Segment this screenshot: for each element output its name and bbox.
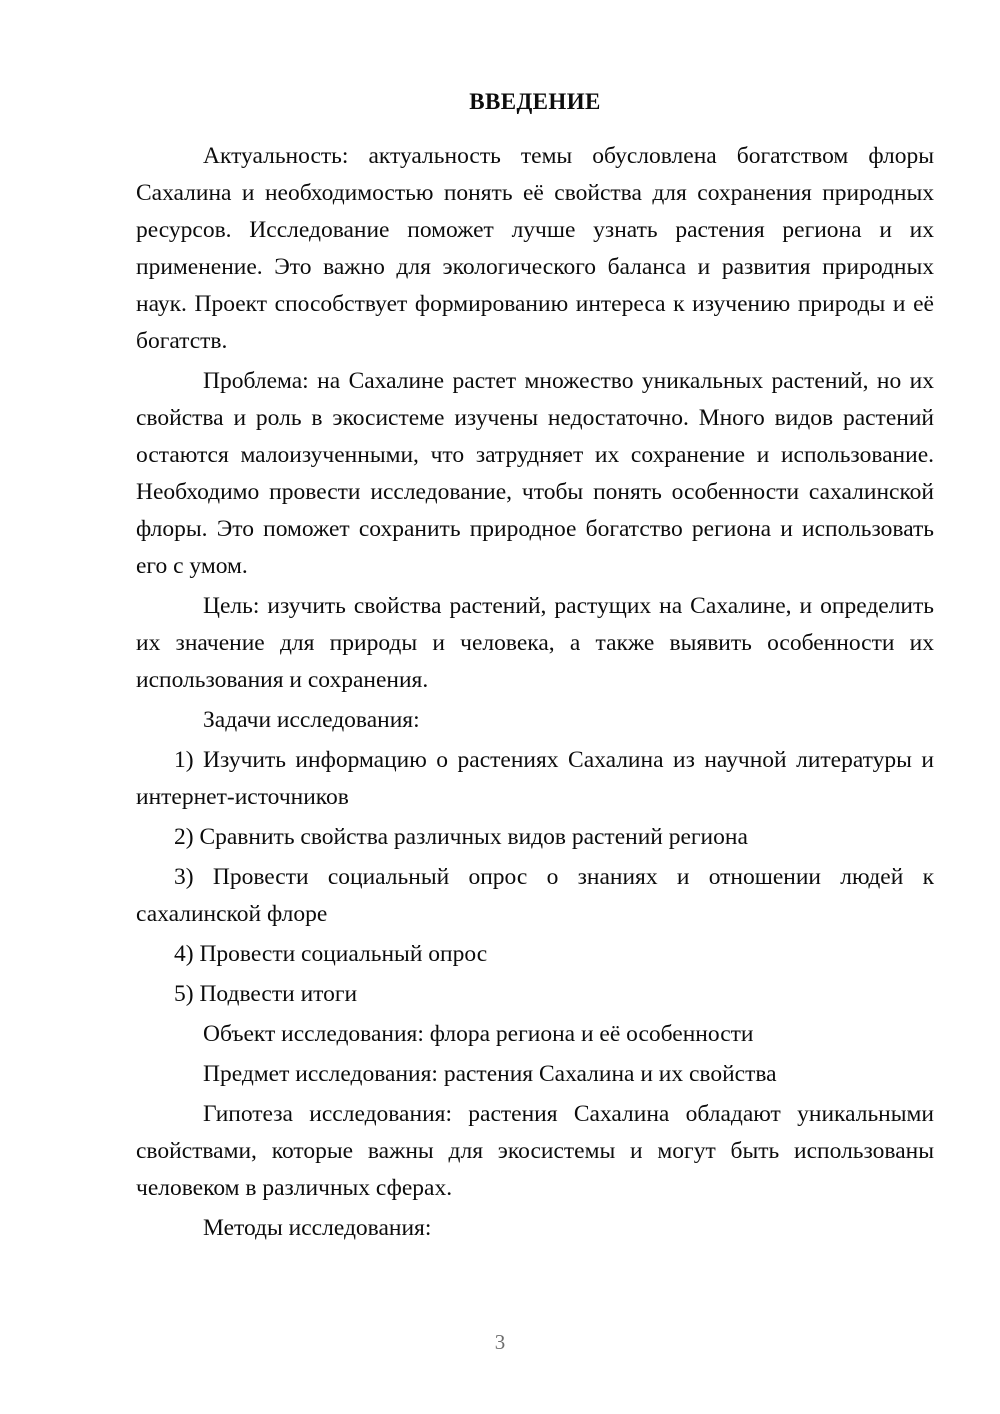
task-item-3: 3) Провести социальный опрос о знаниях и отношении людей к сахалинской флоре: [136, 863, 934, 927]
paragraph-goal: Цель: изучить свойства растений, растущих на Сахалине, и определить их значение для природы и человека, а также выявить особенности их использования и сохранения.: [136, 592, 934, 693]
page-title: ВВЕДЕНИЕ: [469, 89, 601, 114]
task-item-4: 4) Провести социальный опрос: [174, 940, 488, 967]
paragraph-subject: Предмет исследования: растения Сахалина и их свойства: [203, 1060, 777, 1087]
paragraph-relevance: Актуальность: актуальность темы обусловлена богатством флоры Сахалина и необходимостью понять её свойства для сохранения природных ресурсов. Исследование поможет лучше узнать растения региона и их применение. Это важно для экологического баланса и развития природных наук. Проект способствует формированию интереса к изучению природы и её богатств.: [136, 142, 934, 354]
paragraph-problem: Проблема: на Сахалине растет множество уникальных растений, но их свойства и роль в экосистеме изучены недостаточно. Много видов растений остаются малоизученными, что затрудняет их сохранение и использование. Необходимо провести исследование, чтобы понять особенности сахалинской флоры. Это поможет сохранить природное богатство региона и использовать его с умом.: [136, 367, 934, 579]
paragraph-object: Объект исследования: флора региона и её особенности: [203, 1020, 754, 1047]
page-number: 3: [494, 1330, 506, 1354]
methods-heading: Методы исследования:: [203, 1214, 432, 1241]
paragraph-hypothesis: Гипотеза исследования: растения Сахалина обладают уникальными свойствами, которые важны для экосистемы и могут быть использованы человеком в различных сферах.: [136, 1100, 934, 1201]
tasks-heading: Задачи исследования:: [203, 706, 420, 733]
page-content: [136, 88, 934, 1247]
task-item-1: 1) Изучить информацию о растениях Сахалина из научной литературы и интернет-источников: [136, 746, 934, 810]
task-item-5: 5) Подвести итоги: [174, 980, 358, 1007]
task-item-2: 2) Сравнить свойства различных видов растений региона: [174, 823, 748, 850]
